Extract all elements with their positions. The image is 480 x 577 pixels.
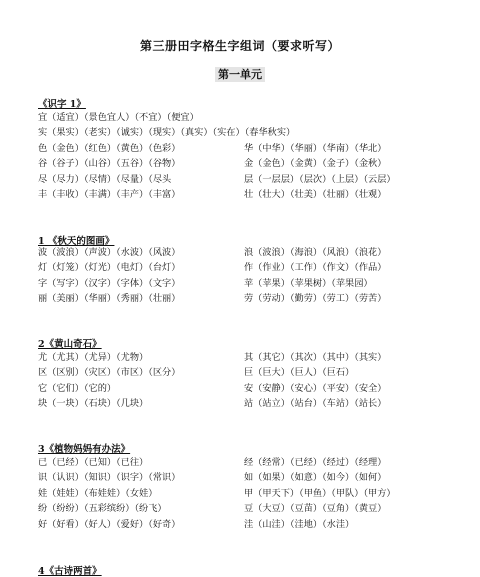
word-entry-left: 区（区别）（灾区）（市区）（区分）: [38, 367, 181, 379]
word-entry-right: 作（作业）（工作）（作文）（作品）: [244, 262, 387, 274]
section-heading: 4《古诗两首》: [38, 566, 102, 577]
word-entry-left: 谷（谷子）（山谷）（五谷）（谷物）: [38, 158, 181, 170]
word-row: [0, 456, 480, 470]
word-row: [0, 111, 480, 125]
word-row: [0, 366, 480, 380]
word-entry-right: 层（一层层）（层次）（上层）（云层）: [244, 173, 396, 185]
section-heading: 2《黄山奇石》: [38, 339, 102, 350]
word-entry-right: 豆（大豆）（豆苗）（豆角）（黄豆）: [244, 503, 387, 515]
word-entry-left: 宜（适宜）（景色宜人）（不宜）（便宜）: [38, 112, 199, 123]
word-entry-right: 其（其它）（其次）（其中）（其实）: [244, 352, 387, 363]
word-entry-left: 尽（尽力）（尽情）（尽量）（尽头: [38, 173, 172, 185]
word-row: [0, 157, 480, 171]
word-row: [0, 261, 480, 275]
unit-heading: [0, 66, 480, 82]
section-heading: 《识字 1》: [38, 99, 86, 110]
word-entry-left: 娃（娃娃）（布娃娃）（女娃）: [38, 487, 158, 499]
word-entry-left: 实（果实）（老实）（诚实）（现实）（真实）（实在）（春华秋实）: [38, 127, 296, 139]
word-entry-right: 华（中华）（华丽）（华南）（华北）: [244, 142, 387, 154]
page-title: 第三册田字格生字组词（要求听写）: [139, 39, 340, 53]
word-row: [0, 173, 480, 187]
word-entry-left: 丰（丰收）（丰满）（丰产）（丰富）: [38, 189, 181, 200]
word-row: [0, 246, 480, 260]
section-heading: 3《植物妈妈有办法》: [38, 444, 131, 455]
word-row: [0, 142, 480, 156]
word-entry-left: 已（已经）（已知）（已往）: [38, 457, 149, 468]
word-entry-right: 安（安静）（安心）（平安）（安全）: [244, 382, 387, 394]
word-entry-left: 尤（尤其）（尤异）（尤物）: [38, 352, 149, 363]
word-row: [0, 487, 480, 501]
word-entry-right: 经（经常）（已经）（经过）（经理）: [244, 457, 387, 468]
word-entry-right: 壮（壮大）（壮美）（壮丽）（壮观）: [244, 189, 387, 200]
word-row: [0, 518, 480, 532]
word-entry-left: 色（金色）（红色）（黄色）（色彩）: [38, 142, 181, 154]
word-entry-left: 灯（灯笼）（灯光）（电灯）（台灯）: [38, 262, 181, 274]
word-entry-left: 纷（纷纷）（五彩缤纷）（纷飞）: [38, 503, 167, 515]
word-entry-right: 劳（劳动）（勤劳）（劳工）（劳苦）: [244, 293, 387, 305]
word-row: [0, 471, 480, 485]
word-entry-right: 甲（甲天下）（甲鱼）（甲队）（甲方）: [244, 487, 396, 499]
word-entry-right: 苹（苹果）（苹果树）（苹果园）: [244, 277, 373, 289]
unit-heading-text: 第一单元: [215, 67, 265, 82]
word-row: [0, 292, 480, 306]
word-entry-left: 波（波浪）（声波）（水波）（风波）: [38, 247, 181, 258]
word-entry-right: 洼（山洼）（洼地）（水洼）: [244, 518, 355, 530]
word-entry-right: 如（如果）（如意）（如今）（如何）: [244, 472, 387, 484]
word-entry-right: 金（金色）（金黄）（金子）（金秋）: [244, 158, 387, 170]
word-entry-right: 站（站立）（站台）（车站）（站长）: [244, 398, 387, 410]
word-row: [0, 126, 480, 140]
word-entry-left: 丽（美丽）（华丽）（秀丽）（壮丽）: [38, 293, 181, 305]
word-entry-left: 块（一块）（石块）（几块）: [38, 398, 149, 410]
word-entry-right: 浪（波浪）（海浪）（风浪）（浪花）: [244, 247, 387, 258]
word-entry-right: 巨（巨大）（巨人）（巨石）: [244, 367, 355, 379]
word-row: [0, 277, 480, 291]
word-entry-left: 字（写字）（汉字）（字体）（文字）: [38, 277, 181, 289]
word-row: [0, 502, 480, 516]
word-entry-left: 识（认识）（知识）（识字）（常识）: [38, 472, 181, 484]
section-heading: 1 《秋天的图画》: [38, 236, 115, 247]
word-entry-left: 它（它们）（它的）: [38, 382, 117, 394]
word-row: [0, 188, 480, 202]
word-entry-left: 好（好看）（好人）（爱好）（好奇）: [38, 518, 181, 530]
word-row: [0, 382, 480, 396]
word-row: [0, 351, 480, 365]
word-row: [0, 397, 480, 411]
